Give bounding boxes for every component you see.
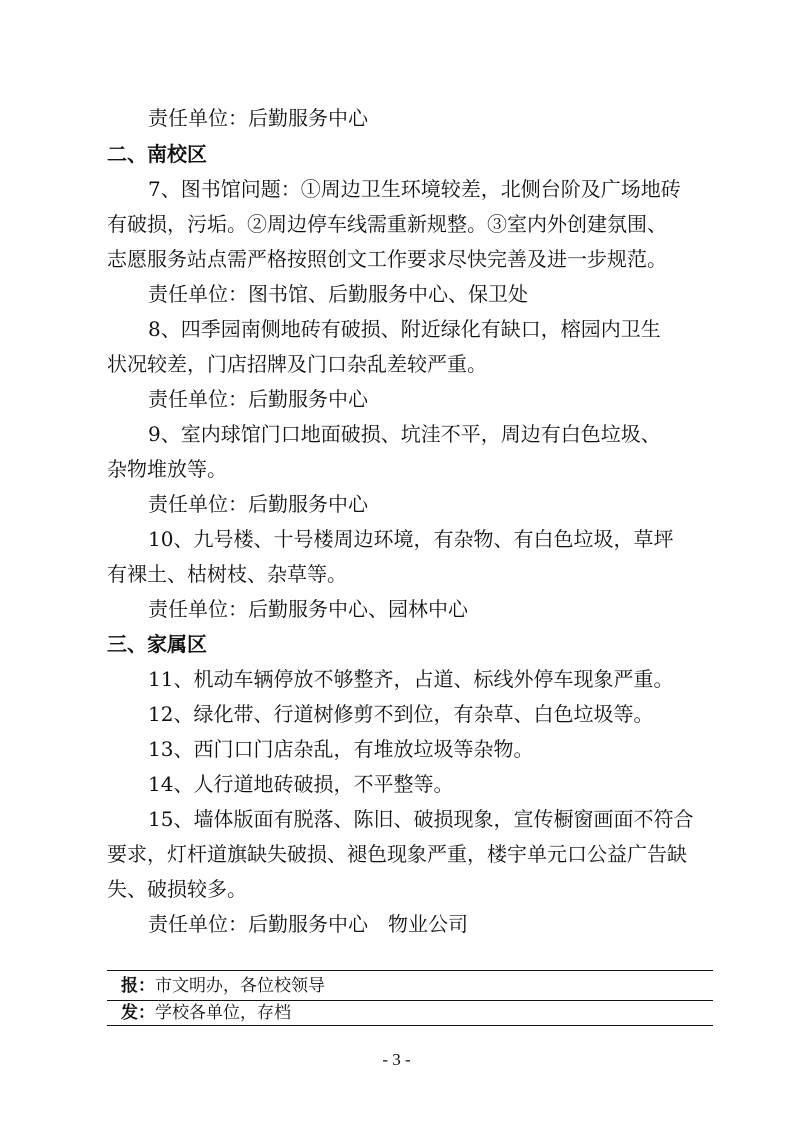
item-9-line-2: 杂物堆放等。 bbox=[107, 457, 227, 481]
item-7-line-2: 有破损，污垢。②周边停车线需重新规整。③室内外创建氛围、 bbox=[107, 212, 667, 236]
item-9-line-1: 9、室内球馆门口地面破损、坑洼不平，周边有白色垃圾、 bbox=[148, 422, 661, 446]
footer-report-value: 市文明办，各位校领导 bbox=[155, 976, 325, 996]
responsibility-line: 责任单位：后勤服务中心 bbox=[148, 492, 368, 516]
item-14-line: 14、人行道地砖破损，不平整等。 bbox=[148, 772, 454, 796]
responsibility-line: 责任单位：后勤服务中心 物业公司 bbox=[148, 912, 468, 936]
footer-send-value: 学校各单位，存档 bbox=[155, 1003, 291, 1023]
item-13-line: 13、西门口门店杂乱，有堆放垃圾等杂物。 bbox=[148, 737, 534, 761]
item-7-line-3: 志愿服务站点需严格按照创文工作要求尽快完善及进一步规范。 bbox=[107, 247, 667, 271]
item-8-line-1: 8、四季园南侧地砖有破损、附近绿化有缺口，榕园内卫生 bbox=[148, 317, 661, 341]
responsibility-line: 责任单位：图书馆、后勤服务中心、保卫处 bbox=[148, 282, 528, 306]
responsibility-line: 责任单位：后勤服务中心 bbox=[148, 106, 368, 130]
item-12-line: 12、绿化带、行道树修剪不到位，有杂草、白色垃圾等。 bbox=[148, 702, 654, 726]
footer-send-line bbox=[121, 1001, 291, 1025]
item-15-line-2: 要求，灯杆道旗缺失破损、褪色现象严重，楼宇单元口公益广告缺 bbox=[107, 842, 687, 866]
footer-send-key: 发： bbox=[121, 1003, 155, 1023]
footer-bottom-rule bbox=[107, 1025, 713, 1026]
section-heading-south-campus: 二、南校区 bbox=[107, 142, 207, 166]
page-number: - 3 - bbox=[382, 1050, 411, 1069]
item-15-line-1: 15、墙体版面有脱落、陈旧、破损现象，宣传橱窗画面不符合 bbox=[148, 807, 694, 831]
footer-report-line bbox=[121, 974, 325, 998]
responsibility-line: 责任单位：后勤服务中心 bbox=[148, 387, 368, 411]
responsibility-line: 责任单位：后勤服务中心、园林中心 bbox=[148, 597, 468, 621]
footer-report-key: 报： bbox=[121, 976, 155, 996]
item-10-line-1: 10、九号楼、十号楼周边环境，有杂物、有白色垃圾，草坪 bbox=[148, 527, 674, 551]
item-7-line-1: 7、图书馆问题：①周边卫生环境较差，北侧台阶及广场地砖 bbox=[148, 177, 681, 201]
item-8-line-2: 状况较差，门店招牌及门口杂乱差较严重。 bbox=[107, 352, 487, 376]
section-heading-residential-area: 三、家属区 bbox=[107, 632, 207, 656]
item-11-line: 11、机动车辆停放不够整齐，占道、标线外停车现象严重。 bbox=[148, 667, 674, 691]
item-15-line-3: 失、破损较多。 bbox=[107, 877, 247, 901]
item-10-line-2: 有裸土、枯树枝、杂草等。 bbox=[107, 562, 347, 586]
footer-top-rule bbox=[107, 970, 713, 971]
